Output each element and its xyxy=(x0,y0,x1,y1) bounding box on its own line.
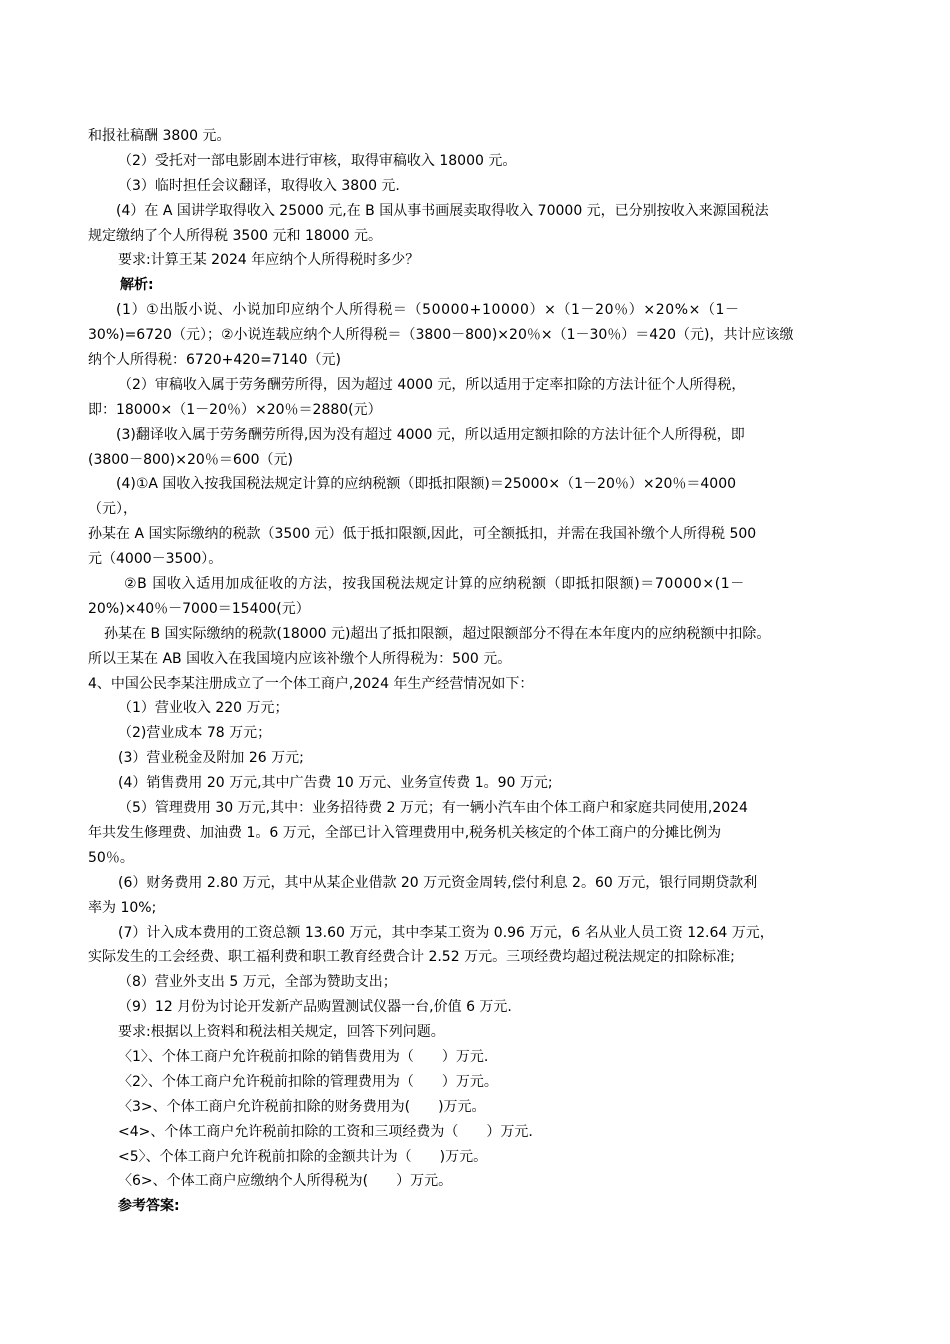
text-line: 年共发生修理费、加油费 1。6 万元，全部已计入管理费用中,税务机关核定的个体工商户的分摊比例为 xyxy=(88,824,722,841)
text-line: 元（4000－3500）。 xyxy=(88,551,223,568)
text-line: (4)①A 国收入按我国税法规定计算的应纳税额（即抵扣限额)＝25000×（1－20％）×20％＝4000 xyxy=(116,476,737,493)
text-line: 50％。 xyxy=(88,849,134,866)
question-line: 〈3>、个体工商户允许税前扣除的财务费用为( )万元。 xyxy=(118,1098,486,1115)
text-line: (3800－800)×20％＝600（元) xyxy=(88,451,294,468)
text-line: 规定缴纳了个人所得税 3500 元和 18000 元。 xyxy=(88,227,382,244)
text-line: (7）计入成本费用的工资总额 13.60 万元，其中李某工资为 0.96 万元，6 名从业人员工资 12.64 万元， xyxy=(118,924,774,941)
text-line: (3)翻译收入属于劳务酬劳所得,因为没有超过 4000 元，所以适用定额扣除的方法计征个人所得税，即 xyxy=(116,426,745,443)
text-line: 实际发生的工会经费、职工福利费和职工教育经费合计 2.52 万元。三项经费均超过税法规定的扣除标准; xyxy=(88,949,735,966)
text-line: 30%)=6720（元）；②小说连载应纳个人所得税＝（3800－800)×20％×（1－30％）＝420（元)，共计应该缴 xyxy=(88,327,794,344)
question-line: <5〉、个体工商户允许税前扣除的金额共计为（ )万元。 xyxy=(118,1148,488,1165)
question-line: <4>、个体工商户允许税前扣除的工资和三项经费为（ ）万元. xyxy=(118,1123,533,1140)
answer-heading: 参考答案: xyxy=(118,1198,180,1215)
question-line: 〈2〉、个体工商户允许税前扣除的管理费用为（ ）万元。 xyxy=(118,1073,498,1090)
document-body xyxy=(88,124,866,1219)
text-line: (3）营业税金及附加 26 万元; xyxy=(118,750,304,767)
text-line: 20%)×40％－7000＝15400(元） xyxy=(88,600,310,617)
text-line: （3）临时担任会议翻译，取得收入 3800 元. xyxy=(118,177,400,194)
question-line: 〈1〉、个体工商户允许税前扣除的销售费用为（ ）万元. xyxy=(118,1048,489,1065)
text-line: （5）管理费用 30 万元,其中：业务招待费 2 万元；有一辆小汽车由个体工商户和家庭共同使用,2024 xyxy=(118,800,748,817)
question-line: 〈6>、个体工商户应缴纳个人所得税为( ）万元。 xyxy=(118,1173,453,1190)
text-line: 要求:根据以上资料和税法相关规定，回答下列问题。 xyxy=(118,1024,445,1041)
text-line: 孙某在 B 国实际缴纳的税款(18000 元)超出了抵扣限额，超过限额部分不得在本年度内的应纳税额中扣除。 xyxy=(104,625,771,642)
text-line: 所以王某在 AB 国收入在我国境内应该补缴个人所得税为：500 元。 xyxy=(88,650,512,667)
text-line: 和报社稿酬 3800 元。 xyxy=(88,128,231,144)
text-line: (4）在 A 国讲学取得收入 25000 元,在 B 国从事书画展卖取得收入 70000 元，已分别按收入来源国税法 xyxy=(116,202,769,219)
text-line: 即：18000×（1－20％）×20％＝2880(元） xyxy=(88,401,382,418)
text-line: （2）审稿收入属于劳务酬劳所得，因为超过 4000 元，所以适用于定率扣除的方法计征个人所得税， xyxy=(118,376,746,393)
text-line: （8）营业外支出 5 万元，全部为赞助支出； xyxy=(118,974,397,991)
section-heading: 解析: xyxy=(120,277,154,294)
text-line: (6）财务费用 2.80 万元，其中从某企业借款 20 万元资金周转,偿付利息 2。60 万元，银行同期贷款利 xyxy=(118,874,758,891)
text-line: ②B 国收入适用加成征收的方法，按我国税法规定计算的应纳税额（即抵扣限额)＝70000×(1－ xyxy=(124,576,745,593)
text-line: （9）12 月份为讨论开发新产品购置测试仪器一台,价值 6 万元. xyxy=(118,999,512,1016)
text-line: 纳个人所得税：6720+420=7140（元) xyxy=(88,352,341,369)
text-line: 4、中国公民李某注册成立了一个体工商户,2024 年生产经营情况如下： xyxy=(88,675,534,692)
text-line: 要求:计算王某 2024 年应纳个人所得税时多少？ xyxy=(118,252,420,269)
text-line: （元）， xyxy=(88,501,137,518)
text-line: 孙某在 A 国实际缴纳的税款（3500 元）低于抵扣限额,因此，可全额抵扣，并需在我国补缴个人所得税 500 xyxy=(88,526,757,543)
text-line: 率为 10%; xyxy=(88,899,157,916)
text-line: (4）销售费用 20 万元,其中广告费 10 万元、业务宣传费 1。90 万元; xyxy=(118,775,553,792)
text-line: （2)营业成本 78 万元； xyxy=(118,725,272,742)
text-line: （2）受托对一部电影剧本进行审核，取得审稿收入 18000 元。 xyxy=(118,152,517,169)
text-line: （1）营业收入 220 万元； xyxy=(118,700,289,717)
text-line: (1）①出版小说、小说加印应纳个人所得税＝（50000+10000）×（1－20％）×20%×（1－ xyxy=(116,302,740,319)
